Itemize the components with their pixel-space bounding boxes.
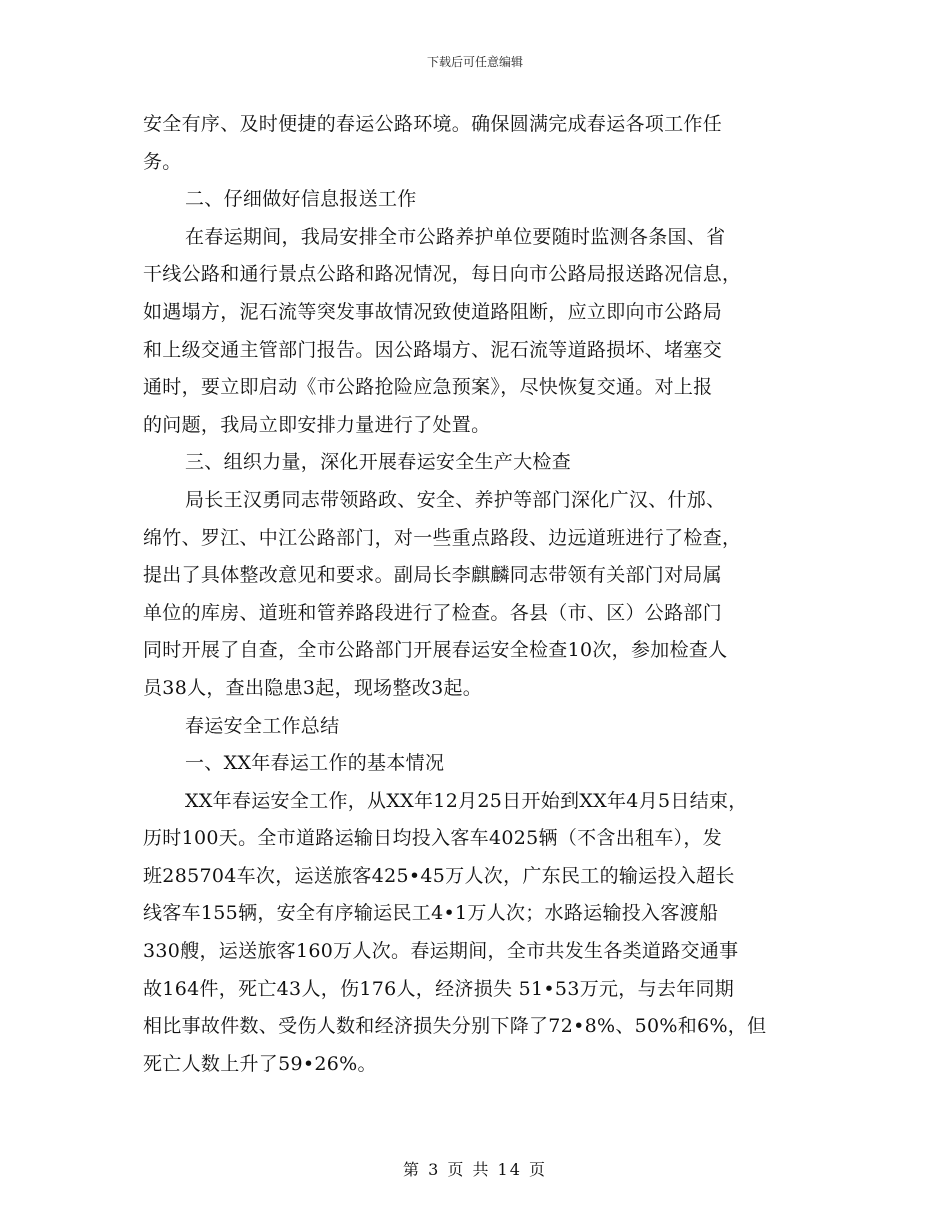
text-line: 干线公路和通行景点公路和路况情况，每日向市公路局报送路况信息， <box>143 263 742 286</box>
text-line: 提出了具体整改意见和要求。副局长李麒麟同志带领有关部门对局属 <box>143 564 723 587</box>
text-line: 同时开展了自查，全市公路部门开展春运安全检查10次，参加检查人 <box>143 639 728 662</box>
text-line: 三、组织力量，深化开展春运安全生产大检查 <box>185 451 572 474</box>
text-line: 和上级交通主管部门报告。因公路塌方、泥石流等道路损坏、堵塞交 <box>143 338 723 361</box>
document-body <box>143 106 833 1083</box>
text-line: 员38人，查出隐患3起，现场整改3起。 <box>143 676 483 699</box>
text-line: 相比事故件数、受伤人数和经济损失分别下降了72•8%、50%和6%，但 <box>143 1015 767 1038</box>
text-line: 通时，要立即启动《市公路抢险应急预案》，尽快恢复交通。对上报 <box>143 376 713 399</box>
text-line: 班285704车次，运送旅客425•45万人次，广东民工的输运投入超长 <box>143 864 735 887</box>
text-line: 务。 <box>143 150 182 173</box>
text-line: 绵竹、罗江、中江公路部门，对一些重点路段、边远道班进行了检查， <box>143 526 742 549</box>
text-line: 死亡人数上升了59•26%。 <box>143 1052 377 1075</box>
page-number: 第 3 页 共 14 页 <box>403 1160 547 1179</box>
text-line: 在春运期间，我局安排全市公路养护单位要随时监测各条国、省 <box>185 225 726 248</box>
text-line: 330艘，运送旅客160万人次。春运期间，全市共发生各类道路交通事 <box>143 940 739 963</box>
text-line: 二、仔细做好信息报送工作 <box>185 188 417 211</box>
text-line: 的问题，我局立即安排力量进行了处置。 <box>143 413 491 436</box>
text-line: 线客车155辆，安全有序输运民工4•1万人次；水路运输投入客渡船 <box>143 902 719 925</box>
page-header: 下载后可任意编辑 <box>426 55 523 69</box>
text-line: 如遇塌方，泥石流等突发事故情况致使道路阻断，应立即向市公路局 <box>143 300 723 323</box>
text-line: 单位的库房、道班和管养路段进行了检查。各县（市、区）公路部门 <box>143 601 723 624</box>
text-line: 故164件，死亡43人，伤176人，经济损失 51•53万元，与去年同期 <box>143 977 735 1000</box>
text-line: XX年春运安全工作，从XX年12月25日开始到XX年4月5日结束， <box>185 789 748 812</box>
text-line: 历时100天。全市道路运输日均投入客车4025辆（不含出租车），发 <box>143 827 723 850</box>
text-line: 一、XX年春运工作的基本情况 <box>185 752 445 775</box>
text-line: 安全有序、及时便捷的春运公路环境。确保圆满完成春运各项工作任 <box>143 113 723 135</box>
text-line: 春运安全工作总结 <box>185 714 340 737</box>
text-line: 局长王汉勇同志带领路政、安全、养护等部门深化广汉、什邡、 <box>185 488 726 511</box>
